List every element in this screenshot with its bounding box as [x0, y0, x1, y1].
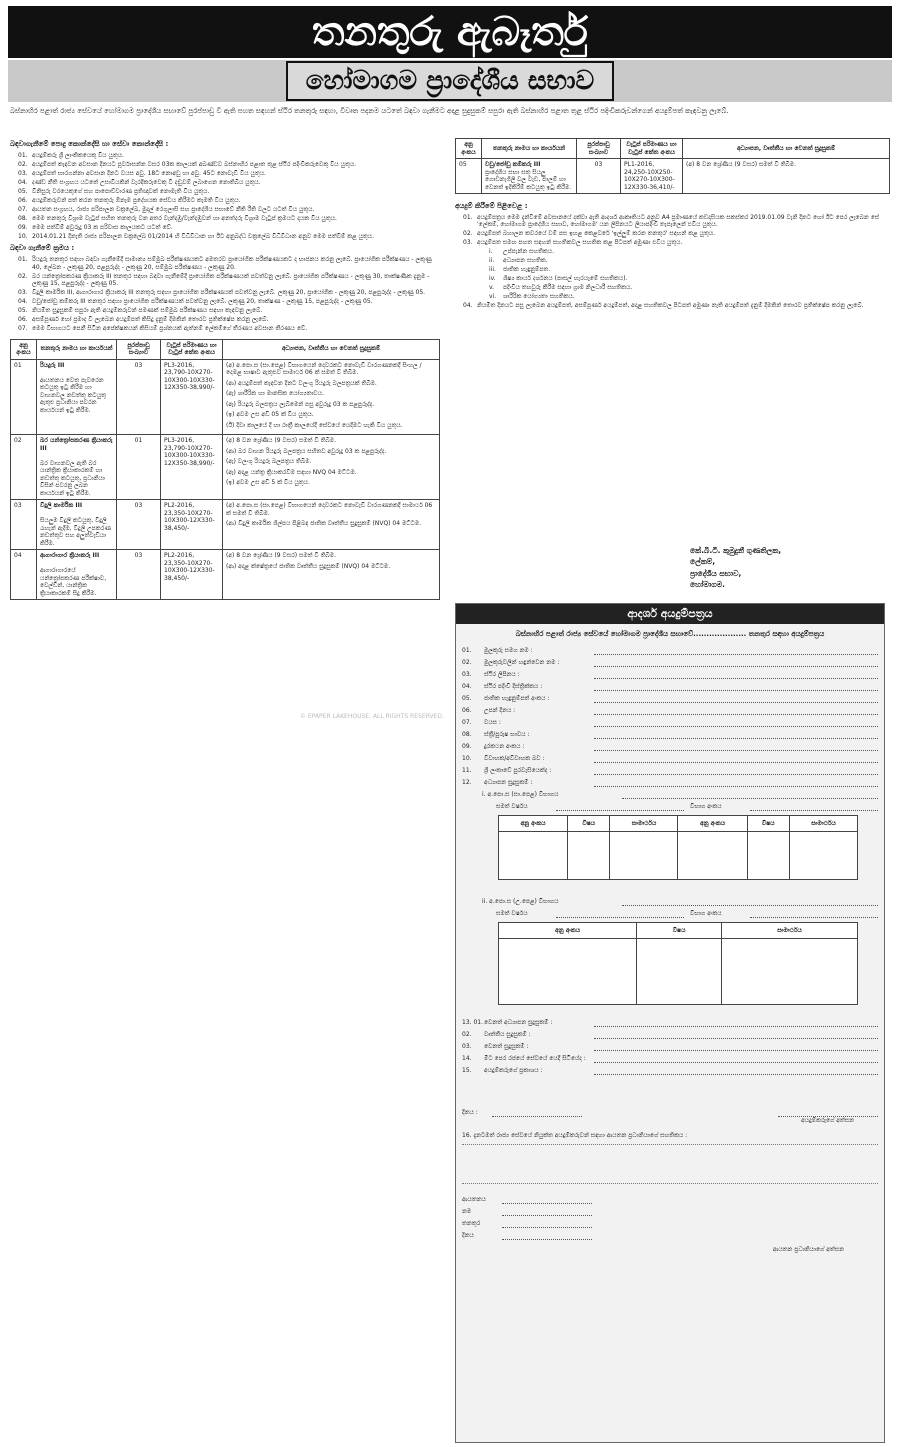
post-quals: [223, 500, 440, 550]
list-item: [10, 273, 440, 288]
head-sign-label: ආයතන ප්‍රධානියාගේ අත්සන: [772, 1245, 844, 1253]
intro-paragraph: බස්නාහිර පළාත් රාජ්‍ය සේවයේ හෝමාගම ප්‍රාදේශීය සභාවේ පුරප්පාඩු වී ඇති පහත සඳහන් ස්ථිර තනතුරු සඳහා, විවෘත පදනම යටතේ බඳවා ගැනීමට අදාළ සුදුසුකම් සපුරා ඇති බස්නාහිර පළාත තුළ ස්ථිර පදිංචිකරුවන්ගෙන් අයදුම්පත් කැඳවනු ලැබේ.: [10, 107, 729, 115]
field-number: 01.: [462, 647, 472, 655]
form-field-row: [462, 691, 878, 703]
result-col-header: සාමාර්ථය: [610, 815, 678, 831]
ol-results-table: [498, 815, 858, 880]
qualification: (ඊ) දිවා කාලයේ දී හා රාත්‍රී කාලයේදී සේවයේ යෙදීමට හැකි විය යුතුය.: [226, 421, 403, 429]
item-text: වඩු/ජෝඩු කම්කරු III තනතුර සඳහා ප්‍රායෝගික පරීක්ෂණයක් පවත්වනු ලැබේ. ලකුණු 20, තාක්ෂණ - ලකුණු 15, පළපුරුද්ද - ලකුණු 05.: [32, 298, 373, 305]
post-vacancies: 03: [117, 500, 161, 550]
cert-field-row: [462, 1216, 878, 1228]
list-item: [10, 215, 440, 223]
item-number: 06.: [18, 196, 28, 204]
form-field-row: [462, 763, 878, 775]
field-input-line[interactable]: [594, 731, 878, 739]
item-number: iv.: [489, 275, 496, 283]
result-col-header: අනු අංකය: [499, 922, 637, 938]
form-field-row: [462, 739, 878, 751]
ol-row: [482, 787, 878, 799]
form-field-row: [462, 1027, 878, 1039]
recruitment-heading: බඳවා ගැනීමේ ක්‍රමය :: [10, 244, 75, 253]
field-number: 03.: [462, 1043, 472, 1051]
result-col-header: විෂය: [747, 815, 789, 831]
cert-field-line[interactable]: [502, 1196, 592, 1204]
post-quals: [223, 359, 440, 435]
cert-field-label: තනතුර: [462, 1220, 481, 1228]
col-salary: වැටුප් පරිමාණය හා වැටුප් කේත අංකය: [621, 139, 683, 159]
field-input-line[interactable]: [594, 719, 878, 727]
field-number: 02.: [462, 659, 472, 667]
model-application-form: [455, 603, 885, 1443]
post-desc: සියලුම විදුලි කටයුතු, විදුලි රැහැන් ඇදීම, විදුලි උපකරණ නඩත්තුව සහ අලුත්වැඩියා කිරීම.: [40, 517, 111, 547]
list-item: [10, 256, 440, 271]
field-label: වයස :: [484, 719, 501, 727]
post-salary: PL2-2016, 23,350-10X270-10X300-12X330-38,450/-: [161, 500, 223, 550]
post-title: ආගාරාගාර ක්‍රියාකරු III: [40, 552, 100, 559]
post-quals: [223, 435, 440, 500]
list-item: [10, 152, 440, 160]
list-item: [10, 197, 440, 205]
field-label: මුලකුරු සමග නම :: [484, 647, 533, 655]
item-number: 07.: [18, 325, 28, 332]
apply-last: [455, 302, 890, 310]
field-number: 12.: [462, 779, 472, 787]
field-input-line[interactable]: [594, 1043, 878, 1051]
form-field-row: [462, 667, 878, 679]
field-number: 07.: [462, 719, 472, 727]
index-label: විභාග අංකය: [690, 803, 722, 811]
index-label: විභාග අංකය: [690, 910, 722, 918]
item-text: අයදුම්පත් කැඳවන අවසාන දිනයට පූර්වාසන්න වසර 03ක කාලයක් අඛණ්ඩව බස්නාහිර පළාත තුළ ස්ථිර පදිංචිකරුවෙකු විය යුතුය.: [32, 160, 357, 168]
post-desc: ප්‍රාදේශීය සභා සතු සියලු ගොඩනැගිලි වල වැඩ, පාලම් හා වෙනත් ඉදිකිරීම් කටයුතු ඉටු කිරීම.: [485, 168, 572, 191]
signature-block: [690, 545, 790, 590]
post-no: 03: [11, 500, 37, 550]
signatory-name: කේ.බී.ටී. කුමුදුනී ගුණතිලක,: [690, 546, 782, 555]
result-col-header: අනු අංකය: [499, 815, 568, 831]
signatory-place: හෝමාගම.: [690, 579, 725, 589]
item-number: 10.: [18, 232, 28, 240]
field-number: 09.: [462, 743, 472, 751]
conditions-list: [10, 152, 440, 241]
item-number: 02.: [18, 272, 28, 280]
list-item: [481, 266, 890, 274]
field-input-line[interactable]: [594, 743, 878, 751]
watermark: © EPAPER LAKEHOUSE, ALL RIGHTS RESERVED.: [300, 713, 444, 720]
post-vacancies: 03: [577, 159, 621, 194]
item-text: ශාරීරික යෝග්‍යතා සහතිකය.: [503, 293, 575, 301]
item-text: අයදුම්පත සමඟ පහත සඳහන් සහතිකවල සහතික කළ පිටපත් අමුණා එවිය යුතුය.: [477, 239, 683, 247]
col-no: අනු අංකය: [456, 139, 482, 159]
item-number: 02.: [18, 160, 28, 168]
field-input-line[interactable]: [594, 695, 878, 703]
item-number: 04.: [18, 178, 28, 186]
item-text: නියමිත දිනයට පසු ලැබෙන අයදුම්පත්, අසම්පූර්ණ අයදුම්පත්, අදාළ සහතිකවල පිටපත් අමුණා නැති අයදුම්පත් දැනුම් දීමකින් තොරව ප්‍රතික්ෂේප කරනු ලැබේ.: [477, 302, 864, 310]
date-label: දිනය :: [462, 1109, 478, 1117]
qualification: (ඇ) ශාරීරික හා මානසික යෝග්‍යතාවය.: [226, 390, 324, 397]
qualification: (ආ) අදාළ ක්ෂේත්‍රයේ ජාතික වෘත්තීය සුදුසුකම් (NVQ) 04 මට්ටම.: [226, 562, 391, 570]
list-item: [455, 239, 890, 247]
field-number: 14.: [462, 1055, 472, 1063]
field-label: ජාතික හැඳුනුම්පත් අංකය :: [484, 695, 550, 703]
cert-field-line[interactable]: [502, 1208, 592, 1216]
field-label: දුරකථන අංකය :: [484, 743, 525, 751]
list-item: [10, 233, 440, 241]
form-field-row: [462, 1015, 878, 1027]
post-title: රියදුරු III: [40, 361, 65, 369]
table-row: [11, 359, 440, 435]
item-number: ii.: [489, 257, 495, 265]
item-text: විදුලි කාර්මික III, ආගාරාගාර ක්‍රියාකරු III තනතුරු සඳහා ප්‍රායෝගික පරීක්ෂණයක් පවත්වනු ලැබේ. ලකුණු 20, ප්‍රායෝගික - ලකුණු 20, පළපුරුද්ද - ලකුණු 05.: [32, 289, 426, 296]
item-number: 03.: [18, 169, 28, 177]
qualification: (ආ) අයදුම්පත් කැඳවන දිනට වලංගු රියදුරු බලපත්‍රයක් තිබීම.: [226, 379, 377, 387]
qualification: (අ) අ.පො.ස (සා.පෙළ) විභාගයෙන් දෙවරකට නොවැඩි වාරගණනකදී සිංහල / දෙමළ භාෂාව ඇතුළුව සාමාර්ථ 06 ක් සමත් වී තිබීම.: [226, 361, 422, 376]
item-number: 09.: [18, 223, 28, 231]
list-item: [455, 214, 890, 229]
form-field-row: [462, 703, 878, 715]
al-year-row: [496, 906, 878, 918]
apply-list: [455, 214, 890, 247]
qualification: (ඈ) අදාළ යන්ත්‍ර ක්‍රියාකරවීම සඳහා NVQ 04 මට්ටම.: [226, 468, 357, 476]
qualification: (ආ) බර වාහන රියදුරු බලපත්‍රය සහිතව අවුරුදු 03 ක පළපුරුද්ද.: [226, 447, 387, 455]
field-number: 02.: [462, 1031, 472, 1039]
table-row: [11, 500, 440, 550]
item-text: අයදුම්කරුවන් පත් කරන තනතුරු ඕනෑම ප්‍රදේශයක සේවය කිරීමට කැමති විය යුතුය.: [32, 196, 241, 204]
form-field-row: [462, 1063, 878, 1075]
list-item: [10, 298, 440, 306]
year-label: සමත් වර්ෂය: [496, 803, 528, 811]
form-field-row: [462, 643, 878, 655]
post-quals: [223, 550, 440, 600]
field-number: 10.: [462, 755, 472, 763]
subtitle: හෝමාගම ප්‍රාදේශීය සභාව: [286, 61, 614, 102]
item-number: i.: [489, 248, 493, 256]
post-desc: ආයතනය වෙත පැවරෙන කටයුතු ඉටු කිරීම හා වාහනවල නඩත්තු කටයුතු ඇතුළු ප්‍රධානියා පවරන කාර්යයන් ඉටු කිරීම.: [40, 376, 107, 414]
list-item: [10, 179, 440, 187]
field-label: ස්ථිර පදිංචි දිස්ත්‍රික්කය :: [484, 683, 543, 691]
table-row: [11, 435, 440, 500]
post-no: 05: [456, 159, 482, 194]
field-label: වෙනත් සුදුසුකම් :: [484, 1043, 529, 1051]
al-label: ii. අ.පො.ස (උ.පෙළ) විභාගය: [482, 898, 559, 906]
col-vacancies: පුරප්පාඩු සංඛ්‍යාව: [577, 139, 621, 159]
item-text: ශිෂ්‍ය කාර්ය දර්ශනය (පාසල් හැරයෑමේ සහතිකය).: [503, 275, 628, 283]
result-col-header: විෂය: [637, 922, 722, 938]
cert-field-line[interactable]: [502, 1232, 592, 1240]
item-number: 06.: [18, 316, 28, 323]
col-post: තනතුරු නාමය හා කාර්යයන්: [37, 339, 117, 359]
form-subtitle: බස්නාහිර පළාත් රාජ්‍ය සේවයේ හෝමාගම ප්‍රාදේශීය සභාවේ.................... තනතුර සඳහා අයදුම්පත්‍රය: [515, 630, 825, 638]
post-title: විදුලි කාර්මික III: [40, 502, 83, 509]
subtitle-bar: [8, 60, 892, 102]
col-qual: අධ්‍යාපන, වෘත්තීය හා වෙනත් සුදුසුකම්: [223, 339, 440, 359]
post-no: 01: [11, 359, 37, 435]
list-item: [10, 289, 440, 297]
field-input-line[interactable]: [594, 1031, 878, 1039]
result-col-header: සාමාර්ථය: [721, 922, 857, 938]
list-item: [10, 170, 440, 178]
list-item: [10, 188, 440, 196]
form-title: ආදර්ශ අයදුම්පත්‍රය: [456, 604, 884, 624]
field-input-line[interactable]: [594, 779, 878, 787]
field-number: 05.: [462, 695, 472, 703]
col-vacancies: පුරප්පාඩු සංඛ්‍යාව: [117, 339, 161, 359]
field-input-line[interactable]: [594, 659, 878, 667]
field-input-line[interactable]: [594, 707, 878, 715]
qualification: (ආ) විදුලි කාර්මික ශිල්පය පිළිබඳ ජාතික වෘත්තීය සුදුසුකම් (NVQ) 04 මට්ටම.: [226, 520, 422, 527]
item-text: ජාතික හැඳුනුම්පත.: [503, 266, 551, 274]
field-number: 13. 01.: [462, 1019, 483, 1027]
list-item: [481, 275, 890, 283]
item-number: 05.: [18, 187, 28, 195]
post-desc: ආගාරාගාරයේ යන්ත්‍රෝපකරණ පරීක්ෂාව, වෙල්ඩින්, යාන්ත්‍රික ක්‍රියාකාරකම් සිදු කිරීම.: [40, 567, 107, 597]
post-salary: PL2-2016, 23,350-10X270-10X300-12X330-38,450/-: [161, 550, 223, 600]
form-field-row: [462, 679, 878, 691]
qualification: (ඉ) අවම උස අඩි 5 ක් විය යුතුය.: [226, 479, 310, 486]
field-label: අයදුම්කරුගේ ප්‍රකාශය :: [484, 1067, 543, 1075]
post-vacancies: 03: [117, 550, 161, 600]
list-item: [10, 161, 440, 169]
form-field-row: [462, 751, 878, 763]
col-no: අනු අංකය: [11, 339, 37, 359]
apply-sublist: [481, 248, 890, 301]
list-item: [481, 284, 890, 292]
item-text: අයදුම්පත් භාරගන්නා අවසාන දිනට වයස අවු. 18ට නොඅඩු හා අවු. 45ට නොවැඩි විය යුතුය.: [32, 169, 266, 177]
result-col-header: සාමාර්ථය: [789, 815, 857, 831]
field-input-line[interactable]: [594, 1067, 878, 1075]
cert-field-label: දිනය: [462, 1232, 474, 1240]
list-item: [481, 257, 890, 265]
list-item: [481, 293, 890, 301]
right-column: [455, 138, 890, 311]
result-col-header: අනු අංකය: [678, 815, 747, 831]
apply-heading: අයදුම් කිරීමේ පිළිවෙළ :: [455, 202, 528, 210]
item-number: 02.: [463, 230, 473, 238]
al-results-table: [498, 922, 858, 1005]
col-salary: වැටුප් පරිමාණය හා වැටුප් කේත අංකය: [161, 339, 223, 359]
field-input-line[interactable]: [594, 683, 878, 691]
post-salary: PL3-2016, 23,790-10X270-10X300-10X330-12X350-38,990/-: [161, 359, 223, 435]
post-title: වඩු/ජෝඩු කම්කරු III: [485, 161, 541, 168]
signatory-office: ප්‍රාදේශීය සභාව,: [690, 568, 742, 578]
item-text: අයදුම්කරු ශ්‍රී ලාංකිකයෙකු විය යුතුය.: [32, 151, 124, 159]
item-text: විනිසුරු වරයෙකුගේ සහ පාපොච්චාරණ ප්‍රතිඥාවක් නොමැති විය යුතුය.: [32, 187, 210, 195]
field-label: මීට පෙර රජයේ සේවයේ යෙදී සිටියේද :: [484, 1055, 586, 1063]
post-vacancies: 03: [117, 359, 161, 435]
result-col-header: විෂය: [568, 815, 610, 831]
list-item: [455, 302, 890, 310]
item-text: අසම්පූර්ණ හෝ ප්‍රමාද වී ලැබෙන අයදුම්පත් කිසිදු දැනුම් දීමකින් තොරව ප්‍රතික්ෂේප කරනු ලැබේ.: [32, 316, 269, 323]
field-number: 08.: [462, 731, 472, 739]
ol-year-row: [496, 799, 878, 811]
item-number: 01.: [463, 213, 473, 221]
left-column: [10, 138, 440, 600]
page-title: තනතුරු ඇබෑර්තු: [8, 6, 892, 58]
item-text: මෙම විභාගයට පෙනී සිටින අපේක්ෂකයන් කිසියම් ප්‍රශ්නයක් ඇත්නම් ලේකම්ගේ තීරණය අවසාන තීරණය වේ.: [32, 325, 308, 332]
year-label: සමත් වර්ෂය: [496, 910, 528, 918]
field-input-line[interactable]: [594, 671, 878, 679]
field-input-line[interactable]: [594, 1055, 878, 1063]
post-no: 02: [11, 435, 37, 500]
form-field-row: [462, 655, 878, 667]
item-text: නියමිත සුදුසුකම් සපුරා ඇති අයදුම්කරුවන් පමණක් සම්මුඛ පරීක්ෂණය සඳහා කැඳවනු ලැබේ.: [32, 307, 263, 314]
form-field-row: [462, 1039, 878, 1051]
field-label: ස්ථිර ලිපිනය :: [484, 671, 520, 679]
post-salary: PL3-2016, 23,790-10X270-10X300-10X330-12X350-38,990/-: [161, 435, 223, 500]
list-item: [10, 325, 440, 333]
al-row: [482, 894, 878, 906]
field-number: 11.: [462, 767, 472, 775]
list-item: [10, 206, 440, 214]
cert-field-label: නම: [462, 1208, 472, 1216]
field-input-line[interactable]: [594, 647, 878, 655]
form-field-row: [462, 715, 878, 727]
field-number: 03.: [462, 671, 472, 679]
cert-field-row: [462, 1192, 878, 1204]
qualification: (අ) 8 වන ශ්‍රේණිය (9 වසර) සමත් වී තිබීම.: [226, 552, 337, 559]
field-input-line[interactable]: [594, 755, 878, 763]
post-no: 04: [11, 550, 37, 600]
list-item: [10, 307, 440, 315]
item-number: 04.: [463, 302, 473, 310]
post-vacancies: 01: [117, 435, 161, 500]
col-qual: අධ්‍යාපන, වෘත්තීය හා වෙනත් සුදුසුකම්: [683, 139, 890, 159]
applicant-sign-label: අයදුම්කරුගේ අත්සන: [801, 1116, 854, 1124]
item-number: v.: [489, 284, 494, 292]
qualification: (අ) අ.පො.ස (සා.පෙළ) විභාගයෙන් දෙවරකට නොවැඩි වාරගණනකදී සාමාර්ථ 06 ක් සමත් වී තිබීම.: [226, 502, 433, 517]
field-label: විවාහක/අවිවාහක බව :: [484, 755, 545, 763]
qualification: (ඉ) අවම උස අඩි 05 ක් විය යුතුය.: [226, 411, 314, 418]
form-field-row: [462, 775, 878, 787]
item-number: 01.: [18, 256, 28, 263]
cert-field-row: [462, 1228, 878, 1240]
list-item: [10, 316, 440, 324]
field-number: 06.: [462, 707, 472, 715]
item-text: 2014.01.21 දිනැති රාජ්‍ය පරිපාලන චක්‍රලේඛ 01/2014 හි විධිවිධාන හා ඊට අනුබද්ධ චක්‍රලේඛ විධිවිධාන අනුව මෙම පත්වීම් කළ යුතුය.: [32, 232, 375, 240]
item-text: බර යන්ත්‍රෝපකරණ ක්‍රියාකරු III තනතුර සඳහා බඳවා ගැනීමේදී ප්‍රායෝගික පරීක්ෂණයක් පවත්වනු ලැබේ. ප්‍රායෝගික පරීක්ෂණය - ලකුණු 30, තාක්ෂණික දැනුම - ලකුණු 15, පළපුරුද්ද - ලකුණු 05.: [32, 272, 430, 287]
post-desc: බර වාහනවල ඇති බර යාන්ත්‍රික ක්‍රියාකාරකම් හා නඩත්තු කටයුතු, ප්‍රධානියා විසින් පවරනු ලබන කාර්යයන් ඉටු කිරීම.: [40, 459, 105, 497]
item-text: අයදුම්පත්‍රය මෙම දැන්වීමේ අවසානයේ දක්වා ඇති ආදර්ශ ආකෘතියට අනුව A4 ප්‍රමාණයේ කඩදාසියක සකස්කර 2019.01.09 වැනි දිනට හෝ ඊට පෙර ලැබෙන සේ 'ලේකම්, හෝමාගම ප්‍රාදේශීය සභාව, හෝමාගම' යන ලිපිනයට ලියාපදිංචි තැපෑලෙන් එවිය යුතුය.: [477, 213, 880, 229]
item-number: iii.: [489, 266, 496, 274]
conditions-heading: බඳවාගැනීමේ පොදු කොන්දේසි හා සේවා කොන්දේසි :: [10, 140, 169, 148]
cert-field-line[interactable]: [502, 1220, 592, 1228]
qualification: (ඇ) වලංගු රියදුරු බලපත්‍රය තිබීම.: [226, 458, 312, 465]
item-text: උප්පැන්න සහතිකය.: [503, 248, 555, 256]
list-item: [10, 224, 440, 232]
list-item: [481, 248, 890, 256]
field-input-line[interactable]: [594, 767, 878, 775]
item-number: 07.: [18, 205, 28, 213]
cert-field-row: [462, 1204, 878, 1216]
qualification: (ඈ) රියදුරු බලපත්‍රය ලැබීමෙන් පසු අවුරුදු 03 ක පළපුරුද්ද.: [226, 400, 375, 408]
signatory-title: ලේකම්,: [690, 557, 716, 567]
form-field-row: [462, 1051, 878, 1063]
table-row: [11, 550, 440, 600]
field-label: ශ්‍රී ලංකාවේ පුරවැසියෙක්ද :: [484, 767, 552, 775]
field-number: 15.: [462, 1067, 472, 1075]
item-number: 05.: [18, 307, 28, 314]
field-label: ස්ත්‍රී/පුරුෂ භාවය :: [484, 731, 530, 739]
item-text: රියදුරු තනතුර සඳහා බඳවා ගැනීමේදී සාමාන්‍ය සම්මුඛ පරීක්ෂණයකට අමතරව ප්‍රායෝගික පරීක්ෂණයකට ද භාජනය කරනු ලැබේ. ප්‍රායෝගික පරීක්ෂණය - ලකුණු 40, ලේඛන - ලකුණු 20, පළපුරුද්ද - ලකුණු 20, සම්මුඛ පරීක්ෂණය - ලකුණු 20.: [32, 256, 432, 271]
field-input-line[interactable]: [594, 1019, 878, 1027]
col-post: තනතුරු නාමය හා කාර්යයන්: [482, 139, 577, 159]
item-number: 01.: [18, 151, 28, 159]
item-text: දණ්ඩ නීති සංග්‍රහය යටතේ උසාවියකින් වැරදිකරුවෙකු වී දඬුවම් ලබාගෙන නොතිබිය යුතුය.: [32, 178, 261, 186]
item-number: 03.: [463, 239, 473, 247]
field-label: මුලකුරුවලින් හඳුන්වෙන නම :: [484, 659, 560, 667]
cert-lines: [462, 1144, 878, 1184]
field-number: 04.: [462, 683, 472, 691]
post-qual: (අ) 8 වන ශ්‍රේණිය (9 වසර) සමත් වී තිබීම.: [683, 159, 890, 194]
item-text: පදිංචිය තහවුරු කිරීම සඳහා ග්‍රාම නිලධාරී සහතිකය.: [503, 284, 633, 292]
date-sign-row: [462, 1105, 878, 1117]
item-text: අයදුම්පත් බහාලන කවරයේ වම් පස ඉහළ කෙළවරේ 'ඉල්ලුම් කරන තනතුර' සඳහන් කළ යුතුය.: [477, 230, 716, 238]
cert-label: 16. දැනටමත් රාජ්‍ය සේවයේ නියුක්ත අයදුම්කරුවන් සඳහා ආයතන ප්‍රධානියාගේ සහතිකය :: [462, 1132, 688, 1140]
post-salary: PL1-2016, 24,250-10X250-10X270-10X300-12X330-36,410/-: [621, 159, 683, 194]
field-label: වෙනත් අධ්‍යාපන සුදුසුකම් :: [484, 1019, 553, 1027]
item-text: මෙම පත්වීම් අවුරුදු 03 ක පරිවාස කාලයකට යටත් වේ.: [32, 223, 173, 231]
form-field-row: [462, 727, 878, 739]
field-label: වෘත්තීය සුදුසුකම් :: [484, 1031, 531, 1039]
list-item: [455, 230, 890, 238]
field-label: අධ්‍යාපන සුදුසුකම් :: [484, 779, 533, 787]
ol-label: i. අ.පො.ස (සා.පෙළ) විභාගය: [482, 791, 559, 799]
item-text: මෙම තනතුරු විශ්‍රාම වැටුප් සහිත තනතුරු වන අතර වැන්දඹු/වැන්දඹුවන් හා අනත්දරු විශ්‍රාම වැටුප් ක්‍රමයට දායක විය යුතුය.: [32, 214, 337, 222]
item-text: අධ්‍යාපන සහතික.: [503, 257, 548, 265]
item-number: 08.: [18, 214, 28, 222]
item-number: vi.: [489, 293, 497, 301]
posts-table: [10, 339, 440, 601]
item-number: 04.: [18, 298, 28, 305]
table-row: [456, 159, 890, 194]
field-label: උපන් දිනය :: [484, 707, 516, 715]
post-05-table: [455, 138, 890, 194]
recruitment-list: [10, 256, 440, 333]
item-text: ආයතන සංග්‍රහය, රාජ්‍ය පරිපාලන චක්‍රලේඛ, මුදල් රෙගුලාසි සහ ප්‍රාදේශීය සභාවේ නීති රීති වලට යටත් විය යුතුය.: [32, 205, 315, 213]
post-title: බර යන්ත්‍රෝපකරණ ක්‍රියාකරු III: [40, 437, 113, 452]
cert-field-label: ආයතනය: [462, 1196, 486, 1204]
qualification: (අ) 8 වන ශ්‍රේණිය (9 වසර) සමත් වී තිබීම.: [226, 437, 337, 444]
item-number: 03.: [18, 289, 28, 296]
